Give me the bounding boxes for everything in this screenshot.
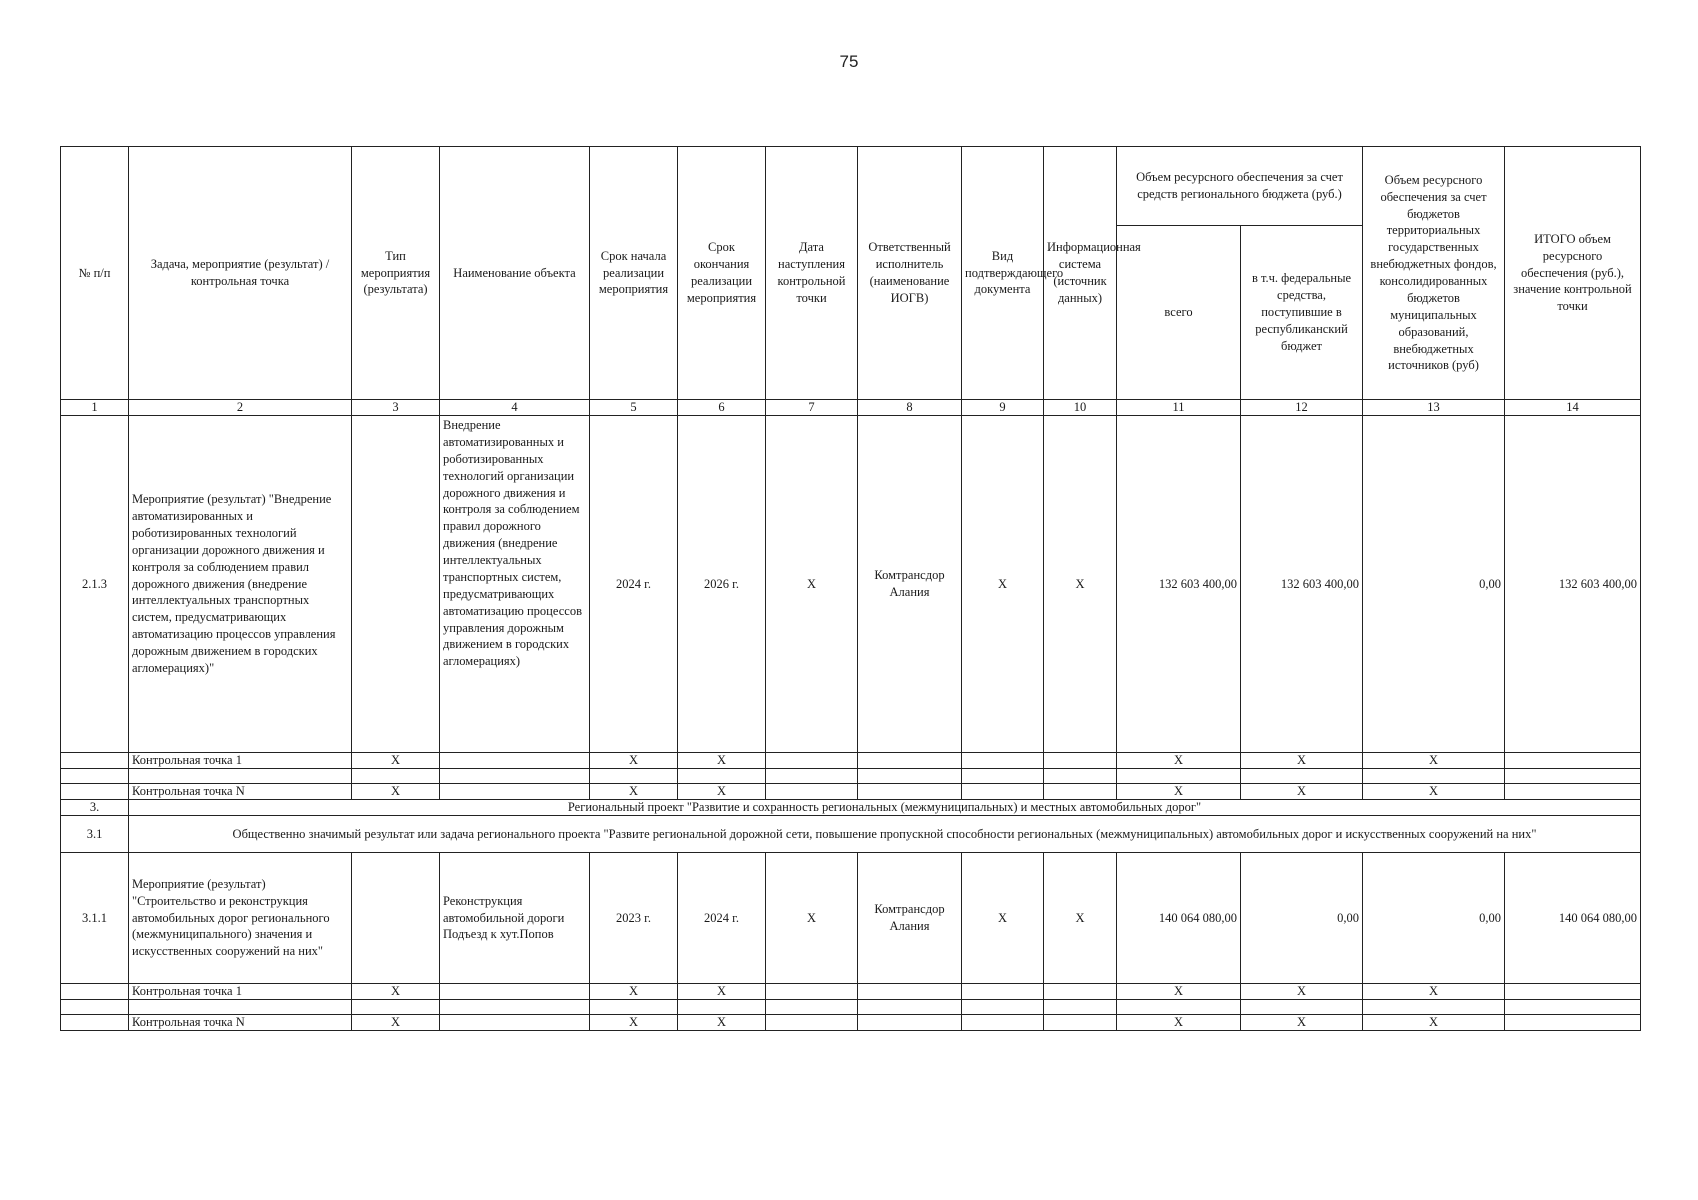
- empty-cell: [440, 984, 590, 1000]
- control-point-label: Контрольная точка 1: [129, 984, 352, 1000]
- header-regional-budget: Объем ресурсного обеспечения за счет средств регионального бюджета (руб.): [1117, 147, 1363, 226]
- empty-cell: [61, 753, 129, 769]
- col-number: 11: [1117, 400, 1241, 416]
- row-start: 2023 г.: [590, 853, 678, 984]
- header-document: Вид подтверждающего документа: [962, 147, 1044, 400]
- control-point-row: [61, 753, 1641, 769]
- empty-cell: [1044, 1015, 1117, 1031]
- row-itogo: 132 603 400,00: [1505, 416, 1641, 753]
- empty-cell: [962, 784, 1044, 800]
- row-type: [352, 416, 440, 753]
- row-number: 3.: [61, 800, 129, 816]
- x-mark: Х: [678, 753, 766, 769]
- empty-cell: [1044, 753, 1117, 769]
- header-type: Тип мероприятия (результата): [352, 147, 440, 400]
- row-total: 140 064 080,00: [1117, 853, 1241, 984]
- col-number: 2: [129, 400, 352, 416]
- x-mark: Х: [1241, 784, 1363, 800]
- header-federal: в т.ч. федеральные средства, поступившие в республиканский бюджет: [1241, 226, 1363, 400]
- empty-cell: [1044, 984, 1117, 1000]
- row-system: Х: [1044, 416, 1117, 753]
- header-other-budgets: Объем ресурсного обеспечения за счет бюджетов территориальных государственных внебюджетных фондов, консолидированных бюджетов муниципальных образований, внебюджетных источников (руб): [1363, 147, 1505, 400]
- row-task: Мероприятие (результат) "Строительство и реконструкция автомобильных дорог регионального (межмуниципального) значения и искусственных сооружений на них": [129, 853, 352, 984]
- x-mark: Х: [1117, 784, 1241, 800]
- x-mark: Х: [1241, 1015, 1363, 1031]
- col-number: 4: [440, 400, 590, 416]
- col-number: 6: [678, 400, 766, 416]
- col-number: 1: [61, 400, 129, 416]
- row-object: Реконструкция автомобильной дороги Подъезд к хут.Попов: [440, 853, 590, 984]
- x-mark: Х: [1363, 1015, 1505, 1031]
- row-start: 2024 г.: [590, 416, 678, 753]
- row-executor: Комтрансдор Алания: [858, 853, 962, 984]
- row-task: Мероприятие (результат) "Внедрение автоматизированных и роботизированных технологий организации дорожного движения и контроля за соблюдением правил дорожного движения (внедрение интеллектуальных транспортных систем, предусматривающих автоматизацию процессов управления дорожным движением в городских агломерациях)": [129, 416, 352, 753]
- header-system: Информационная система (источник данных): [1044, 147, 1117, 400]
- x-mark: Х: [1117, 984, 1241, 1000]
- resource-table: [60, 146, 1641, 1031]
- x-mark: Х: [352, 784, 440, 800]
- empty-cell: [858, 784, 962, 800]
- col-number: 13: [1363, 400, 1505, 416]
- row-number: 3.1: [61, 816, 129, 853]
- x-mark: Х: [352, 984, 440, 1000]
- x-mark: Х: [1363, 784, 1505, 800]
- empty-cell: [962, 984, 1044, 1000]
- x-mark: Х: [352, 1015, 440, 1031]
- empty-cell: [766, 784, 858, 800]
- x-mark: Х: [678, 784, 766, 800]
- row-federal: 0,00: [1241, 853, 1363, 984]
- header-executor: Ответственный исполнитель (наименование ИОГВ): [858, 147, 962, 400]
- x-mark: Х: [1363, 753, 1505, 769]
- empty-cell: [61, 984, 129, 1000]
- x-mark: Х: [678, 1015, 766, 1031]
- header-row: [61, 147, 1641, 226]
- empty-cell: [1044, 784, 1117, 800]
- x-mark: Х: [1363, 984, 1505, 1000]
- control-point-label: Контрольная точка 1: [129, 753, 352, 769]
- empty-cell: [1505, 1015, 1641, 1031]
- empty-cell: [61, 1015, 129, 1031]
- col-number: 5: [590, 400, 678, 416]
- row-total: 132 603 400,00: [1117, 416, 1241, 753]
- row-executor: Комтрансдор Алания: [858, 416, 962, 753]
- header-num: № п/п: [61, 147, 129, 400]
- x-mark: Х: [1241, 753, 1363, 769]
- x-mark: Х: [590, 753, 678, 769]
- header-itogo: ИТОГО объем ресурсного обеспечения (руб.), значение контрольной точки: [1505, 147, 1641, 400]
- x-mark: Х: [590, 984, 678, 1000]
- table-row-3-1: [61, 816, 1641, 853]
- row-end: 2026 г.: [678, 416, 766, 753]
- row-type: [352, 853, 440, 984]
- row-itogo: 140 064 080,00: [1505, 853, 1641, 984]
- regional-project-title: Региональный проект "Развитие и сохранность региональных (межмуниципальных) и местных автомобильных дорог": [129, 800, 1641, 816]
- header-total: всего: [1117, 226, 1241, 400]
- x-mark: Х: [1117, 1015, 1241, 1031]
- x-mark: Х: [352, 753, 440, 769]
- empty-cell: [440, 753, 590, 769]
- blank-row: [61, 769, 1641, 784]
- empty-cell: [962, 1015, 1044, 1031]
- row-end: 2024 г.: [678, 853, 766, 984]
- header-start: Срок начала реализации мероприятия: [590, 147, 678, 400]
- table-row-3-1-1: [61, 853, 1641, 984]
- empty-cell: [1505, 784, 1641, 800]
- row-document: Х: [962, 853, 1044, 984]
- blank-row: [61, 1000, 1641, 1015]
- control-point-label: Контрольная точка N: [129, 784, 352, 800]
- row-date: Х: [766, 416, 858, 753]
- col-number: 7: [766, 400, 858, 416]
- row-number: 3.1.1: [61, 853, 129, 984]
- control-point-row: [61, 984, 1641, 1000]
- row-system: Х: [1044, 853, 1117, 984]
- col-number: 10: [1044, 400, 1117, 416]
- header-date: Дата наступления контрольной точки: [766, 147, 858, 400]
- header-object: Наименование объекта: [440, 147, 590, 400]
- row-federal: 132 603 400,00: [1241, 416, 1363, 753]
- table-row-2-1-3: [61, 416, 1641, 753]
- empty-cell: [440, 784, 590, 800]
- x-mark: Х: [678, 984, 766, 1000]
- empty-cell: [858, 984, 962, 1000]
- empty-cell: [858, 1015, 962, 1031]
- empty-cell: [1505, 753, 1641, 769]
- col-number: 3: [352, 400, 440, 416]
- empty-cell: [440, 1015, 590, 1031]
- row-other: 0,00: [1363, 853, 1505, 984]
- header-task: Задача, мероприятие (результат) / контрольная точка: [129, 147, 352, 400]
- header-end: Срок окончания реализации мероприятия: [678, 147, 766, 400]
- col-number: 14: [1505, 400, 1641, 416]
- x-mark: Х: [1117, 753, 1241, 769]
- project-task-text: Общественно значимый результат или задача регионального проекта "Развите региональной дорожной сети, повышение пропускной способности региональных (межмуниципальных) автомобильных дорог и искусственных сооружений на них": [129, 816, 1641, 853]
- x-mark: Х: [590, 784, 678, 800]
- table-row-3: [61, 800, 1641, 816]
- control-point-row: [61, 784, 1641, 800]
- empty-cell: [858, 753, 962, 769]
- row-number: 2.1.3: [61, 416, 129, 753]
- empty-cell: [766, 984, 858, 1000]
- x-mark: Х: [1241, 984, 1363, 1000]
- x-mark: Х: [590, 1015, 678, 1031]
- empty-cell: [61, 784, 129, 800]
- col-number: 9: [962, 400, 1044, 416]
- control-point-row: [61, 1015, 1641, 1031]
- empty-cell: [962, 753, 1044, 769]
- row-document: Х: [962, 416, 1044, 753]
- empty-cell: [766, 1015, 858, 1031]
- col-number: 12: [1241, 400, 1363, 416]
- empty-cell: [1505, 984, 1641, 1000]
- control-point-label: Контрольная точка N: [129, 1015, 352, 1031]
- page-number: 75: [839, 52, 859, 71]
- row-other: 0,00: [1363, 416, 1505, 753]
- empty-cell: [766, 753, 858, 769]
- row-object: Внедрение автоматизированных и роботизированных технологий организации дорожного движения и контроля за соблюдением правил дорожного движения (внедрение интеллектуальных транспортных систем, предусматривающих автоматизацию процессов управления дорожным движением в городских агломерациях): [440, 416, 590, 753]
- column-number-row: [61, 400, 1641, 416]
- col-number: 8: [858, 400, 962, 416]
- row-date: Х: [766, 853, 858, 984]
